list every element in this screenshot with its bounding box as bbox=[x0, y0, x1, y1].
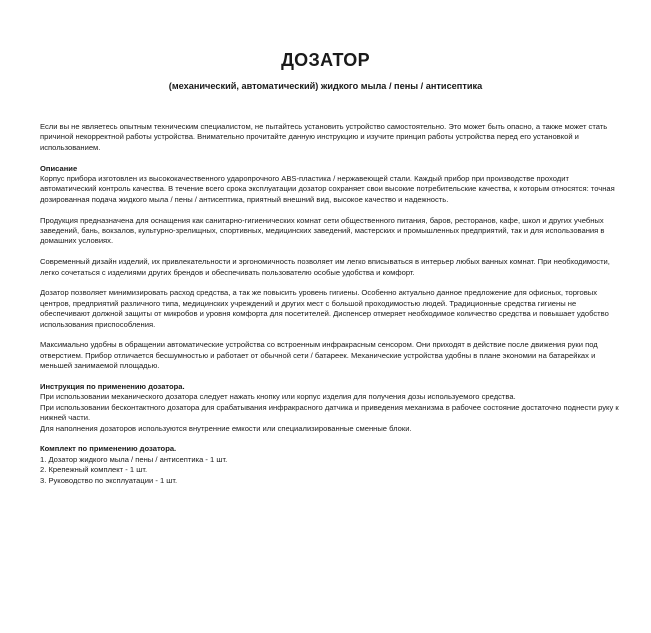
kit-section bbox=[40, 444, 620, 486]
description-heading: Описание bbox=[40, 163, 78, 173]
description-paragraph-2: Продукция предназначена для оснащения как санитарно-гигиенических комнат сети общественного питания, баров, ресторанов, кафе, школ и других учебных заведений, бань, вокзалов, культурно-зрелищных, спортивных, медицинских заведений, мастерских и промышленных предприятий, так и для использования в домашних условиях. bbox=[40, 215, 605, 246]
kit-item: 3. Руководство по эксплуатации - 1 шт. bbox=[40, 475, 178, 485]
description-paragraph-3: Современный дизайн изделий, их привлекательности и эргономичность позволяет им легко вписываться в интерьер любых ванных комнат. При необходимости, легко сочетаться с изделиями других брендов и обеспечивать пользователю особые удобства и комфорт. bbox=[40, 257, 610, 277]
instructions-line-1: При использовании механического дозатора следует нажать кнопку или корпус изделия для получения дозы используемого средства. bbox=[40, 392, 516, 402]
description-paragraph-5: Максимально удобны в обращении автоматические устройства со встроенным инфракрасным сенсором. Они приходят в действие после движения руки под отверстием. Прибор отличается бесшумностью и работает от обычной сети / батареек. Механические устройства удобны в плане экономии на батарейках и меньшей занимаемой площадью. bbox=[40, 340, 598, 371]
kit-heading: Комплект по применению дозатора. bbox=[40, 444, 177, 454]
kit-item: 1. Дозатор жидкого мыла / пены / антисептика - 1 шт. bbox=[40, 454, 228, 464]
document-title: ДОЗАТОР bbox=[281, 50, 370, 70]
description-paragraph-1: Корпус прибора изготовлен из высококачественного ударопрочного ABS-пластика / нержавеющей стали. Каждый прибор при производстве проходит автоматический контроль качества. В течение всего срока эксплуатации дозатор сохраняет свои высокие потребительские качества, к которым относятся: точная дозированная подача жидкого мыла / пены / антисептика, приятный внешний вид, высокое качество и надежность. bbox=[40, 174, 615, 204]
document-body bbox=[40, 122, 620, 497]
instructions-section bbox=[40, 382, 620, 434]
instructions-heading: Инструкция по применению дозатора. bbox=[40, 382, 185, 392]
instructions-line-3: Для наполнения дозаторов используются внутренние емкости или специализированные сменные блоки. bbox=[40, 423, 412, 433]
instructions-line-2: При использовании бесконтактного дозатора для срабатывания инфракрасного датчика и приведения механизма в рабочее состояние достаточно поднести руку к нижней части. bbox=[40, 402, 619, 423]
description-paragraph-4: Дозатор позволяет минимизировать расход средства, а так же повысить уровень гигиены. Особенно актуально данное предложение для офисных, торговых центров, предприятий различного типа, медицинских учреждений и других мест с большой проходимостью людей. Традиционные средства гигиены не обеспечивают должной защиты от микробов и уровня комфорта для посетителей. Диспенсер отмеряет необходимое количество средства и повышает удобство использования приспособления. bbox=[40, 288, 609, 329]
kit-item: 2. Крепежный комплект - 1 шт. bbox=[40, 465, 148, 475]
intro-paragraph: Если вы не являетесь опытным техническим специалистом, не пытайтесь установить устройство самостоятельно. Это может быть опасно, а также может стать причиной некорректной работы устройства. Внимательно прочитайте данную инструкцию и изучите принцип работы устройства перед его установкой и использованием. bbox=[40, 122, 608, 152]
document-subtitle: (механический, автоматический) жидкого мыла / пены / антисептика bbox=[168, 81, 483, 91]
